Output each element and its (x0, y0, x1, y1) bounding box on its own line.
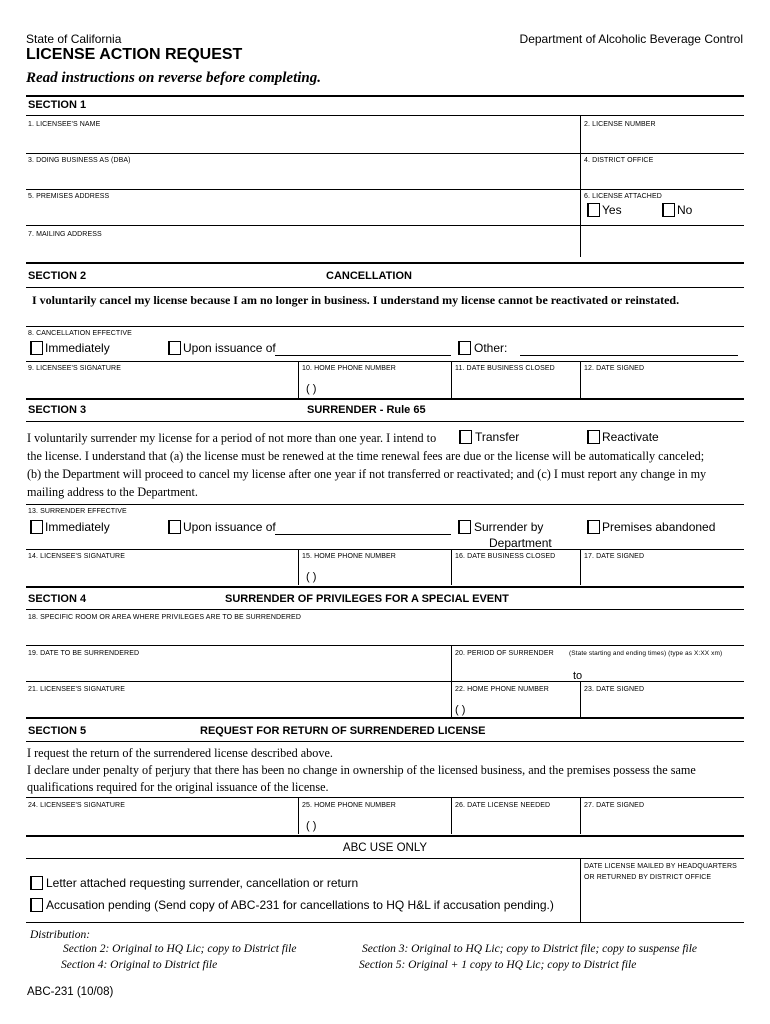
license-number-field[interactable] (581, 116, 744, 152)
license-number-label: 2. LICENSE NUMBER (584, 121, 656, 128)
premises-address-label: 5. PREMISES ADDRESS (28, 193, 110, 200)
licensee-name-label: 1. LICENSEE'S NAME (28, 121, 101, 128)
col-divider (580, 858, 581, 922)
abc-use-top-rule (26, 835, 744, 837)
reactivate-label: Reactivate (602, 430, 659, 444)
distribution-section2: Section 2: Original to HQ Lic; copy to District file (63, 943, 297, 955)
period-of-surrender-note: (State starting and ending times) (type as X:XX xm) (569, 650, 723, 657)
distribution-section3: Section 3: Original to HQ Lic; copy to District file; copy to suspense file (362, 943, 698, 955)
license-attached-no-checkbox[interactable] (662, 203, 675, 217)
form-number: ABC-231 (10/08) (27, 986, 114, 998)
surrender-by-label: Surrender by (474, 520, 544, 534)
distribution-heading: Distribution: (30, 929, 91, 941)
col-divider (451, 549, 452, 585)
transfer-checkbox[interactable] (459, 430, 472, 444)
section2-heading: SECTION 2 (28, 270, 87, 282)
home-phone-label: 25. HOME PHONE NUMBER (302, 802, 396, 809)
section5-heading: SECTION 5 (28, 725, 87, 737)
returned-by-district-label: OR RETURNED BY DISTRICT OFFICE (584, 874, 712, 881)
period-to-label: to (573, 670, 583, 682)
licensee-signature-label: 21. LICENSEE'S SIGNATURE (28, 686, 125, 693)
state-label: State of California (26, 32, 122, 46)
department-label: Department of Alcoholic Beverage Control (519, 32, 743, 46)
col-divider (298, 549, 299, 585)
license-attached-label: 6. LICENSE ATTACHED (584, 193, 662, 200)
section5-top-rule (26, 717, 744, 719)
abc-use-only-heading: ABC USE ONLY (342, 842, 428, 854)
licensee-signature-label: 9. LICENSEE'S SIGNATURE (28, 365, 121, 372)
cancellation-effective-label: 8. CANCELLATION EFFECTIVE (28, 330, 132, 337)
date-mailed-label: DATE LICENSE MAILED BY HEADQUARTERS (584, 863, 737, 870)
section3-heading: SECTION 3 (28, 404, 87, 416)
no-label: No (677, 203, 693, 217)
accusation-pending-label: Accusation pending (Send copy of ABC-231 for cancellations to HQ H&L if accusation pending.) (46, 898, 554, 912)
immediately-label: Immediately (45, 520, 110, 534)
premises-abandoned-checkbox[interactable] (587, 520, 600, 534)
section4-heading: SECTION 4 (28, 593, 87, 605)
upon-issuance-label: Upon issuance of (183, 520, 276, 534)
licensee-signature-label: 24. LICENSEE'S SIGNATURE (28, 802, 125, 809)
col-divider (580, 361, 581, 398)
col-divider (451, 797, 452, 834)
rule (26, 326, 744, 327)
date-business-closed-label: 16. DATE BUSINESS CLOSED (455, 553, 556, 560)
col-divider (298, 361, 299, 398)
rule (26, 681, 744, 682)
department-label: Department (489, 536, 552, 550)
rule (26, 741, 744, 742)
home-phone-label: 15. HOME PHONE NUMBER (302, 553, 396, 560)
accusation-pending-checkbox[interactable] (30, 898, 43, 912)
surrender-immediately-checkbox[interactable] (30, 520, 43, 534)
immediately-label: Immediately (45, 341, 110, 355)
rule (26, 922, 744, 923)
cancel-immediately-checkbox[interactable] (30, 341, 43, 355)
surrender-effective-label: 13. SURRENDER EFFECTIVE (28, 508, 127, 515)
col-divider (580, 797, 581, 834)
rule (26, 797, 744, 798)
section2-top-rule (26, 262, 744, 264)
premises-abandoned-label: Premises abandoned (602, 520, 716, 534)
section1-heading: SECTION 1 (28, 99, 87, 111)
licensee-name-field[interactable] (26, 116, 579, 152)
date-license-needed-label: 26. DATE LICENSE NEEDED (455, 802, 551, 809)
upon-issuance-underline[interactable] (275, 355, 451, 356)
specific-room-label: 18. SPECIFIC ROOM OR AREA WHERE PRIVILEGES ARE TO BE SURRENDERED (28, 614, 301, 621)
yes-label: Yes (602, 203, 622, 217)
surrender-statement-line2: the license. I understand that (a) the license must be renewed at the time renewal fees are due or the license will be automatically canceled; (27, 449, 705, 463)
rule (26, 421, 744, 422)
home-phone-label: 22. HOME PHONE NUMBER (455, 686, 549, 693)
return-statement-line2: I declare under penalty of perjury that there has been no change in ownership of the licensed business, and the premises possess the same (27, 763, 696, 777)
upon-issuance-underline[interactable] (275, 534, 451, 535)
section4-title: SURRENDER OF PRIVILEGES FOR A SPECIAL EVENT (225, 593, 509, 605)
phone-area-code[interactable]: ( ) (455, 704, 466, 716)
reactivate-checkbox[interactable] (587, 430, 600, 444)
specific-room-field[interactable] (26, 610, 744, 644)
period-of-surrender-label: 20. PERIOD OF SURRENDER (455, 650, 554, 657)
distribution-section4: Section 4: Original to District file (61, 959, 218, 971)
cancel-other-checkbox[interactable] (458, 341, 471, 355)
date-surrendered-label: 19. DATE TO BE SURRENDERED (28, 650, 140, 657)
col-divider (580, 549, 581, 585)
col-divider (298, 797, 299, 834)
phone-area-code[interactable]: ( ) (306, 383, 317, 395)
district-office-label: 4. DISTRICT OFFICE (584, 157, 654, 164)
rule (26, 504, 744, 505)
section5-title: REQUEST FOR RETURN OF SURRENDERED LICENSE (200, 725, 486, 737)
col-divider (451, 361, 452, 398)
surrender-statement-line3: (b) the Department will proceed to cancel my license after one year if not transferred or reactivated; and (c) I must report any change in my (27, 467, 707, 481)
letter-attached-checkbox[interactable] (30, 876, 43, 890)
other-underline[interactable] (520, 355, 738, 356)
col-divider (580, 681, 581, 717)
home-phone-label: 10. HOME PHONE NUMBER (302, 365, 396, 372)
section3-top-rule (26, 398, 744, 400)
premises-address-field[interactable] (26, 190, 579, 224)
rule (26, 645, 744, 646)
section1-top-rule (26, 95, 744, 97)
instructions-note: Read instructions on reverse before completing. (26, 70, 321, 86)
date-signed-label: 12. DATE SIGNED (584, 365, 645, 372)
date-business-closed-label: 11. DATE BUSINESS CLOSED (455, 365, 555, 372)
date-signed-label: 17. DATE SIGNED (584, 553, 645, 560)
other-label: Other: (474, 341, 508, 355)
transfer-label: Transfer (475, 430, 520, 444)
upon-issuance-label: Upon issuance of (183, 341, 276, 355)
rule (26, 361, 744, 362)
dba-label: 3. DOING BUSINESS AS (DBA) (28, 157, 131, 164)
phone-area-code[interactable]: ( ) (306, 820, 317, 832)
section2-title: CANCELLATION (326, 270, 412, 282)
license-attached-yes-checkbox[interactable] (587, 203, 600, 217)
district-office-field[interactable] (581, 154, 744, 188)
rule (26, 549, 744, 550)
date-signed-label: 27. DATE SIGNED (584, 802, 645, 809)
surrender-statement-line4: mailing address to the Department. (27, 485, 198, 499)
dba-field[interactable] (26, 154, 579, 188)
rule (26, 858, 744, 859)
distribution-section5: Section 5: Original + 1 copy to HQ Lic; copy to District file (359, 959, 637, 971)
surrender-by-department-checkbox[interactable] (458, 520, 471, 534)
mailing-address-field[interactable] (26, 226, 744, 260)
cancellation-statement: I voluntarily cancel my license because I am no longer in business. I understand my license cannot be reactivated or reinstated. (32, 293, 680, 307)
form-title: LICENSE ACTION REQUEST (26, 46, 243, 63)
surrender-upon-issuance-checkbox[interactable] (168, 520, 181, 534)
section3-title: SURRENDER - Rule 65 (307, 404, 426, 416)
return-statement-line1: I request the return of the surrendered license described above. (27, 746, 333, 760)
letter-attached-label: Letter attached requesting surrender, cancellation or return (46, 876, 359, 890)
date-signed-label: 23. DATE SIGNED (584, 686, 645, 693)
rule (26, 287, 744, 288)
licensee-signature-label: 14. LICENSEE'S SIGNATURE (28, 553, 125, 560)
phone-area-code[interactable]: ( ) (306, 571, 317, 583)
mailing-address-label: 7. MAILING ADDRESS (28, 231, 102, 238)
return-statement-line3: qualifications required for the original issuance of the license. (27, 780, 329, 794)
surrender-statement-line1: I voluntarily surrender my license for a period of not more than one year. I intend to (27, 431, 437, 445)
cancel-upon-issuance-checkbox[interactable] (168, 341, 181, 355)
section4-top-rule (26, 586, 744, 588)
